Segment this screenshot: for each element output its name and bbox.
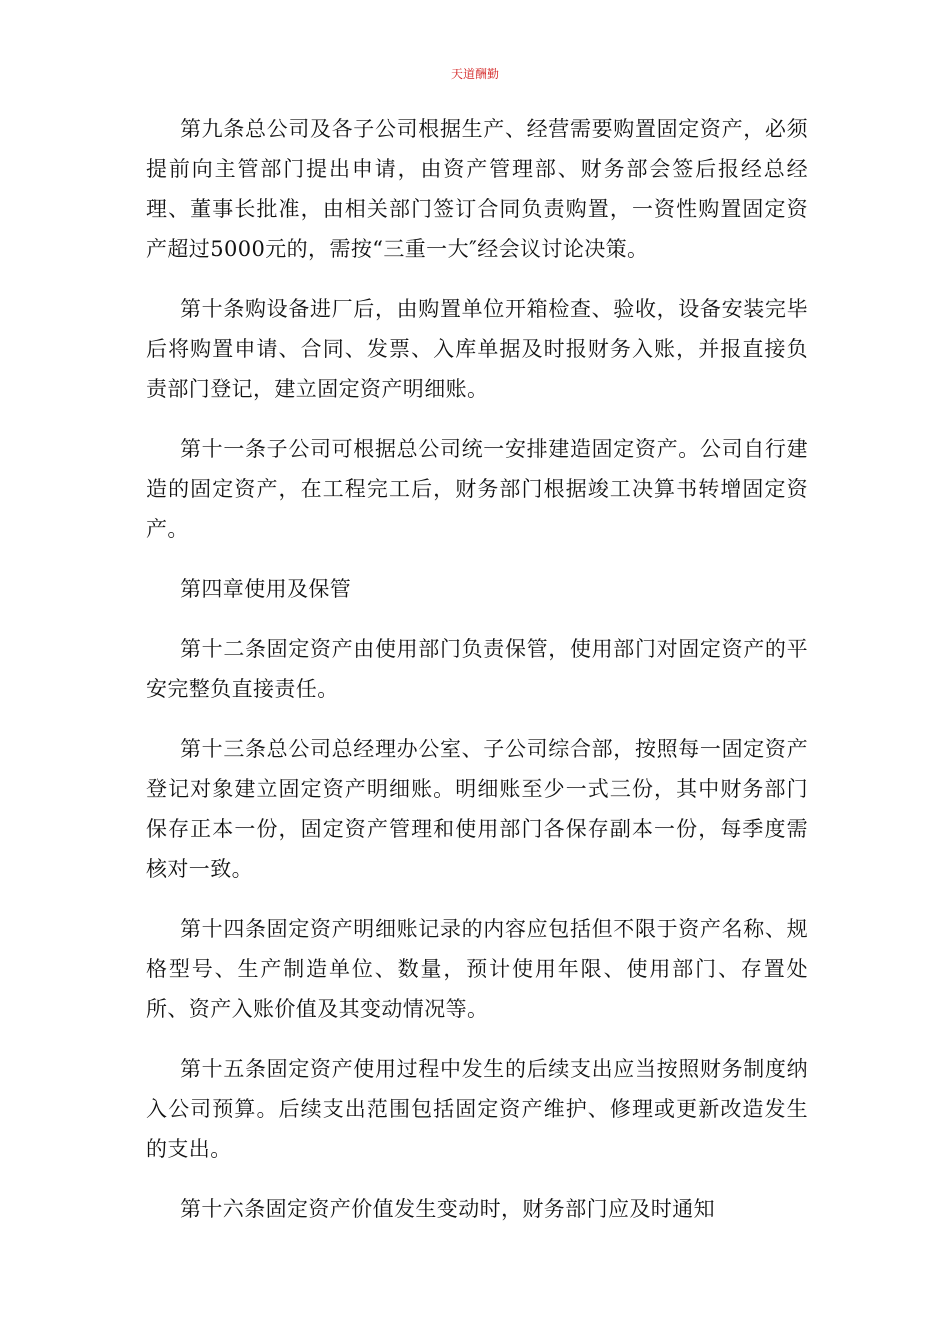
article-11-paragraph: 第十一条子公司可根据总公司统一安排建造固定资产。公司自行建造的固定资产，在工程完工后，财务部门根据竣工决算书转增固定资产。 [146,437,808,541]
document-body [146,109,808,1249]
article-9-paragraph: 第九条总公司及各子公司根据生产、经营需要购置固定资产，必须提前向主管部门提出申请，由资产管理部、财务部会签后报经总经理、董事长批准，由相关部门签订合同负责购置，一资性购置固定资产超过5000元的，需按“三重一大″经会议讨论决策。 [146,117,808,261]
article-14-paragraph: 第十四条固定资产明细账记录的内容应包括但不限于资产名称、规格型号、生产制造单位、数量，预计使用年限、使用部门、存置处所、资产入账价值及其变动情况等。 [146,917,808,1021]
article-15-paragraph: 第十五条固定资产使用过程中发生的后续支出应当按照财务制度纳入公司预算。后续支出范围包括固定资产维护、修理或更新改造发生的支出。 [146,1057,808,1161]
article-16-paragraph: 第十六条固定资产价值发生变动时，财务部门应及时通知 [180,1197,715,1221]
article-12-paragraph: 第十二条固定资产由使用部门负责保管，使用部门对固定资产的平安完整负直接责任。 [146,637,808,701]
chapter-4-heading: 第四章使用及保管 [180,577,352,601]
page-header: 天道酬勤 [450,67,499,81]
article-10-paragraph: 第十条购设备进厂后，由购置单位开箱检查、验收，设备安装完毕后将购置申请、合同、发票、入库单据及时报财务入账，并报直接负责部门登记，建立固定资产明细账。 [146,297,808,401]
article-13-paragraph: 第十三条总公司总经理办公室、子公司综合部，按照每一固定资产登记对象建立固定资产明细账。明细账至少一式三份，其中财务部门保存正本一份，固定资产管理和使用部门各保存副本一份，每季度需核对一致。 [146,737,808,881]
